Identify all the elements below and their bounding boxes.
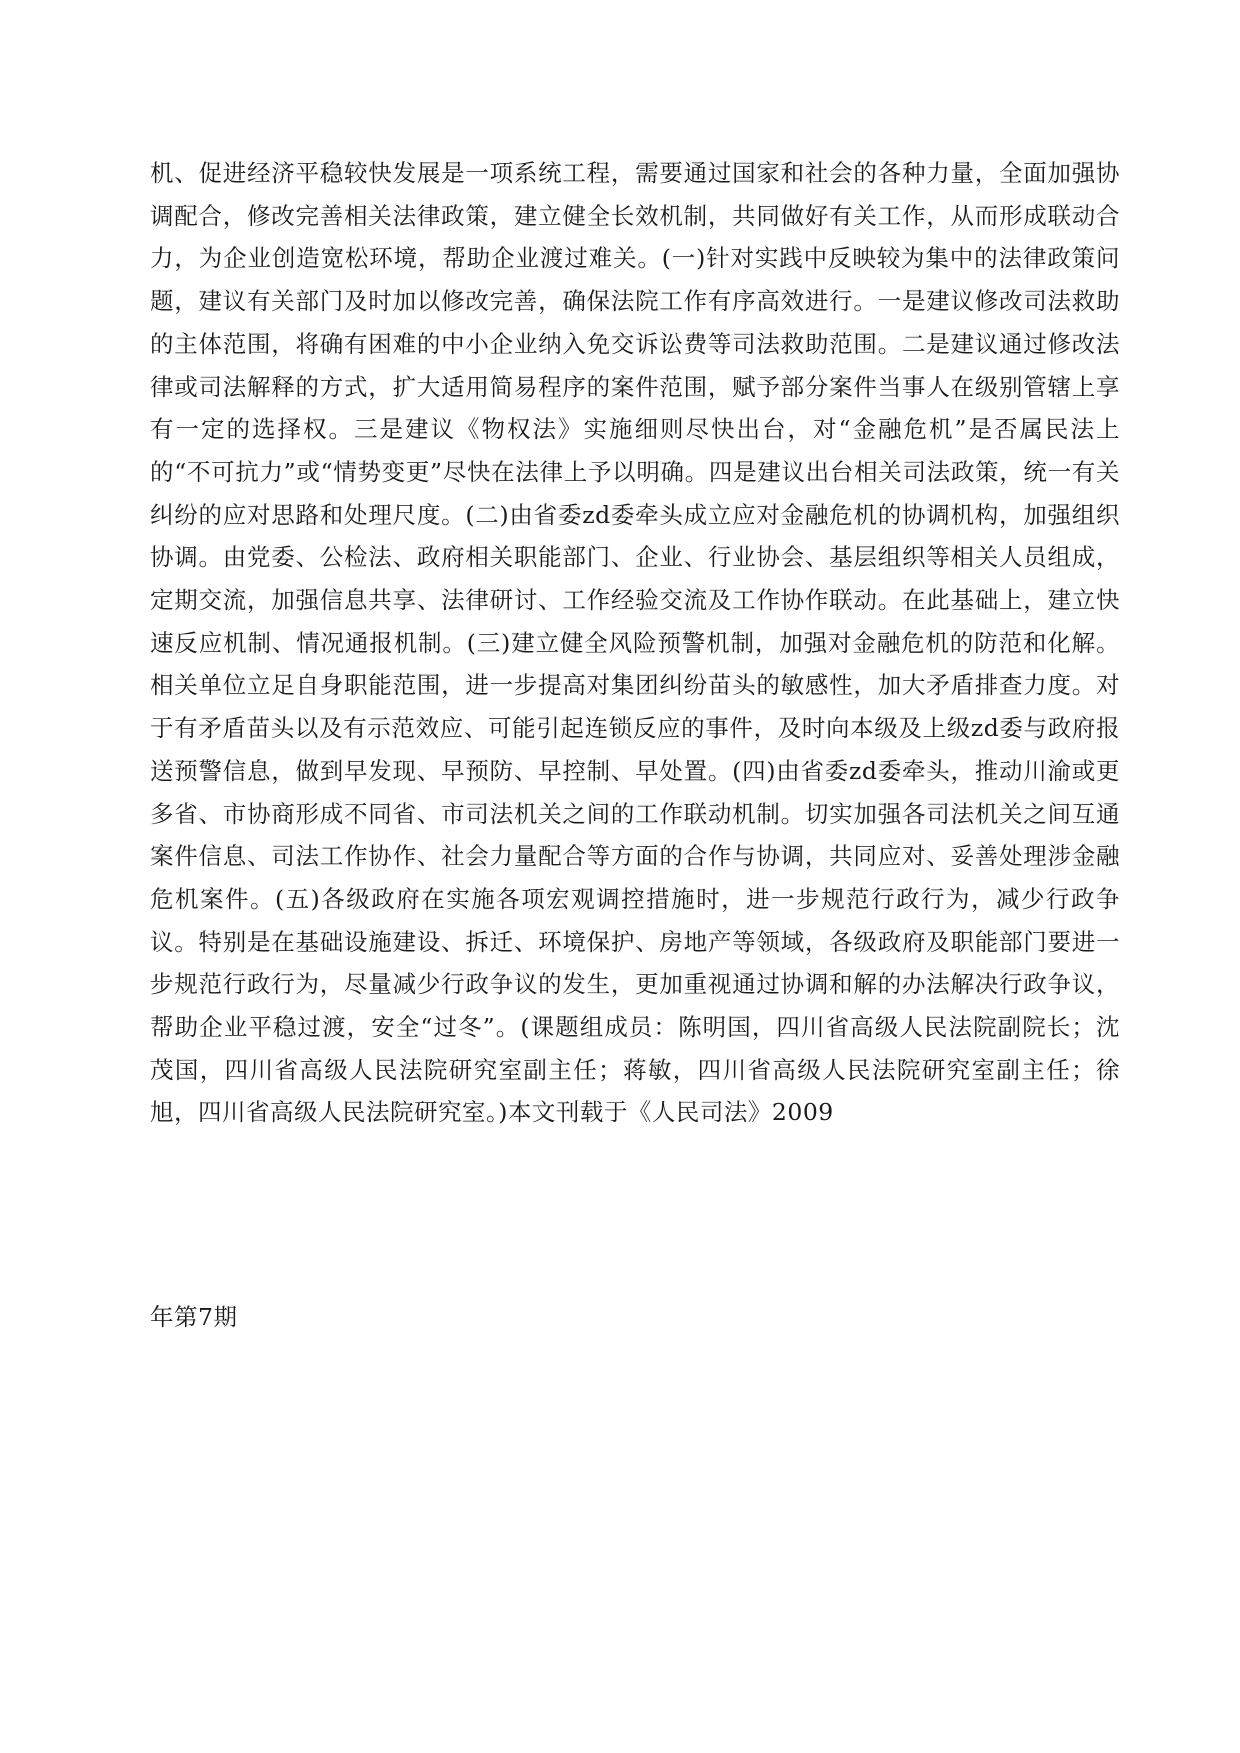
publication-issue-line: 年第7期 (150, 1303, 238, 1331)
body-paragraph: 机、促进经济平稳较快发展是一项系统工程，需要通过国家和社会的各种力量，全面加强协调配合，修改完善相关法律政策，建立健全长效机制，共同做好有关工作，从而形成联动合力，为企业创造宽松环境，帮助企业渡过难关。(一)针对实践中反映较为集中的法律政策问题，建议有关部门及时加以修改完善，确保法院工作有序高效进行。一是建议修改司法救助的主体范围，将确有困难的中小企业纳入免交诉讼费等司法救助范围。二是建议通过修改法律或司法解释的方式，扩大适用简易程序的案件范围，赋予部分案件当事人在级别管辖上享有一定的选择权。三是建议《物权法》实施细则尽快出台，对“金融危机”是否属民法上的“不可抗力”或“情势变更”尽快在法律上予以明确。四是建议出台相关司法政策，统一有关纠纷的应对思路和处理尺度。(二)由省委zd委牵头成立应对金融危机的协调机构，加强组织协调。由党委、公检法、政府相关职能部门、企业、行业协会、基层组织等相关人员组成，定期交流，加强信息共享、法律研讨、工作经验交流及工作协作联动。在此基础上，建立快速反应机制、情况通报机制。(三)建立健全风险预警机制，加强对金融危机的防范和化解。相关单位立足自身职能范围，进一步提高对集团纠纷苗头的敏感性，加大矛盾排查力度。对于有矛盾苗头以及有示范效应、可能引起连锁反应的事件，及时向本级及上级zd委与政府报送预警信息，做到早发现、早预防、早控制、早处置。(四)由省委zd委牵头，推动川渝或更多省、市协商形成不同省、市司法机关之间的工作联动机制。切实加强各司法机关之间互通案件信息、司法工作协作、社会力量配合等方面的合作与协调，共同应对、妥善处理涉金融危机案件。(五)各级政府在实施各项宏观调控措施时，进一步规范行政行为，减少行政争议。特别是在基础设施建设、拆迁、环境保护、房地产等领域，各级政府及职能部门要进一步规范行政行为，尽量减少行政争议的发生，更加重视通过协调和解的办法解决行政争议，帮助企业平稳过渡，安全“过冬”。(课题组成员：陈明国，四川省高级人民法院副院长；沈茂国，四川省高级人民法院研究室副主任；蒋敏，四川省高级人民法院研究室副主任；徐旭，四川省高级人民法院研究室。)本文刊载于《人民司法》2009 (150, 159, 1120, 1127)
